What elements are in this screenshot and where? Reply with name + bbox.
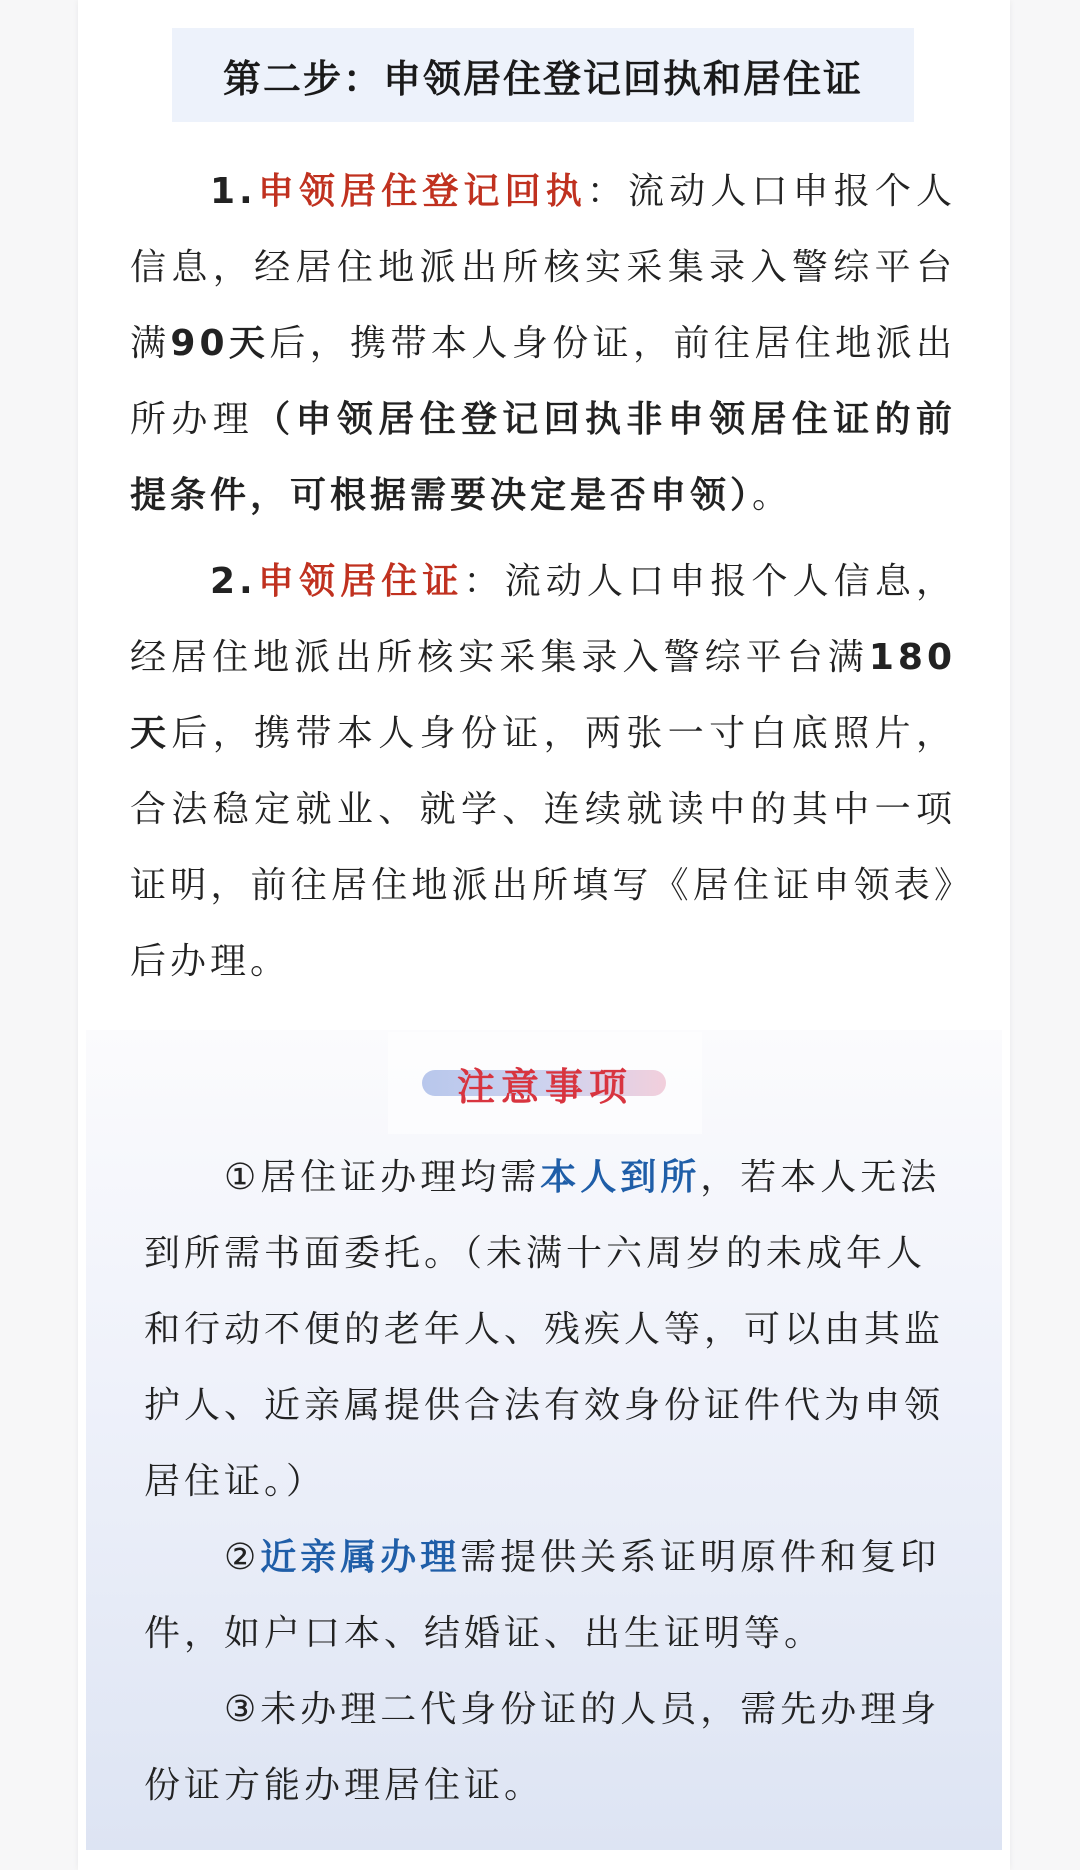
note-1-highlight: 本人到所 xyxy=(540,1157,701,1198)
note-3-text: ③未办理二代身份证的人员，需先办理身份证方能办理居住证。 xyxy=(144,1689,941,1806)
notes-title: 注意事项 xyxy=(456,1064,633,1109)
item-2-text-a: ：流动人口申报个人信息，经居住地派出所核实采集录入警综平台满 xyxy=(130,561,956,678)
note-3 xyxy=(144,1672,944,1824)
notes-list xyxy=(144,1140,944,1824)
item-1-text-a: ：流动人口申报个人信息，经居住地派出所核实采集录入警综平台满 xyxy=(130,171,956,364)
note-2 xyxy=(144,1520,944,1672)
item-2-number: 2. xyxy=(210,561,257,602)
item-2-days: 180天 xyxy=(130,637,956,754)
item-1-bold-note: （申领居住登记回执非申领居住证的前提条件，可根据需要决定是否申领） xyxy=(130,399,956,516)
notes-title-box xyxy=(388,1032,702,1134)
note-2-text: 需提供关系证明原件和复印件，如户口本、结婚证、出生证明等。 xyxy=(144,1537,941,1654)
note-1-prefix: ①居住证办理均需 xyxy=(224,1157,541,1198)
note-2-prefix: ② xyxy=(224,1537,261,1578)
note-1 xyxy=(144,1140,944,1520)
item-1-end: 。 xyxy=(752,475,793,516)
item-1-number: 1. xyxy=(210,171,257,212)
item-2-paragraph xyxy=(130,544,956,1000)
note-1-text: ，若本人无法到所需书面委托。（未满十六周岁的未成年人和行动不便的老年人、残疾人等，可以由其监护人、近亲属提供合法有效身份证件代为申领居住证。） xyxy=(144,1157,945,1502)
article-page xyxy=(78,0,1010,1870)
item-1-days: 90天 xyxy=(170,323,270,364)
step-two-header xyxy=(172,28,914,122)
item-2-heading: 申领居住证 xyxy=(256,561,464,602)
item-1-paragraph xyxy=(130,154,956,534)
item-2-text-b: 后，携带本人身份证，两张一寸白底照片，合法稳定就业、就学、连续就读中的其中一项证明，前往居住地派出所填写《居住证申领表》后办理。 xyxy=(130,713,956,982)
item-1-text-b: 后，携带本人身份证，前往居住地派出所办理 xyxy=(130,323,956,440)
note-2-highlight: 近亲属办理 xyxy=(260,1537,461,1578)
item-1-heading: 申领居住登记回执 xyxy=(256,171,587,212)
step-two-title: 第二步：申领居住登记回执和居住证 xyxy=(222,56,863,101)
